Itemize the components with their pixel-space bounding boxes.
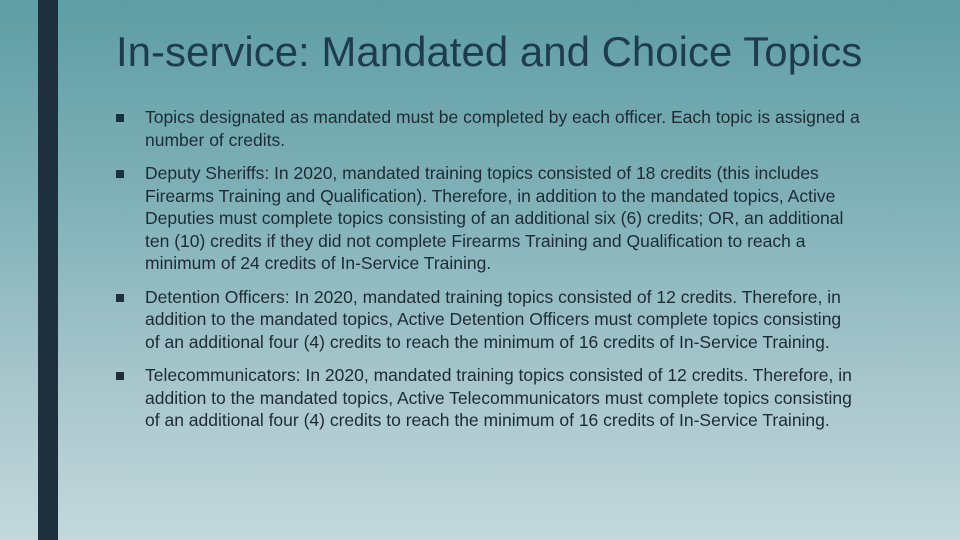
square-bullet-icon (116, 372, 124, 380)
bullet-text: Telecommunicators: In 2020, mandated training topics consisted of 12 credits. Therefore, in addition to the mandated topics, Active Telecommunicators must complete topics consisting of an additional four (4) credits to reach the minimum of 16 credits of In-Service Training. (145, 365, 852, 430)
bullet-text: Topics designated as mandated must be completed by each officer. Each topic is assigned a number of credits. (145, 107, 860, 150)
accent-bar (38, 0, 58, 540)
bullet-item-telecommunicators (115, 364, 860, 432)
bullet-item-topics (115, 106, 860, 151)
bullet-list (115, 106, 860, 432)
bullet-item-deputy-sheriffs (115, 162, 860, 275)
bullet-text: Detention Officers: In 2020, mandated training topics consisted of 12 credits. Therefore, in addition to the mandated topics, Active Detention Officers must complete topics consisting of an additional four (4) credits to reach the minimum of 16 credits of In-Service Training. (145, 286, 842, 352)
bullet-text: Deputy Sheriffs: In 2020, mandated training topics consisted of 18 credits (this includes Firearms Training and Qualification). Therefore, in addition to the mandated topics, Active Deputies must complete topics consisting of an additional six (6) credits; OR, an additional ten (10) credits if they did not complete Firearms Training and Qualification to reach a minimum of 24 credits of In-Service Training. (145, 163, 844, 273)
slide-title: In-service: Mandated and Choice Topics (116, 28, 863, 75)
square-bullet-icon (116, 170, 124, 178)
square-bullet-icon (116, 294, 124, 302)
bullet-item-detention-officers (115, 286, 860, 354)
square-bullet-icon (116, 114, 124, 122)
